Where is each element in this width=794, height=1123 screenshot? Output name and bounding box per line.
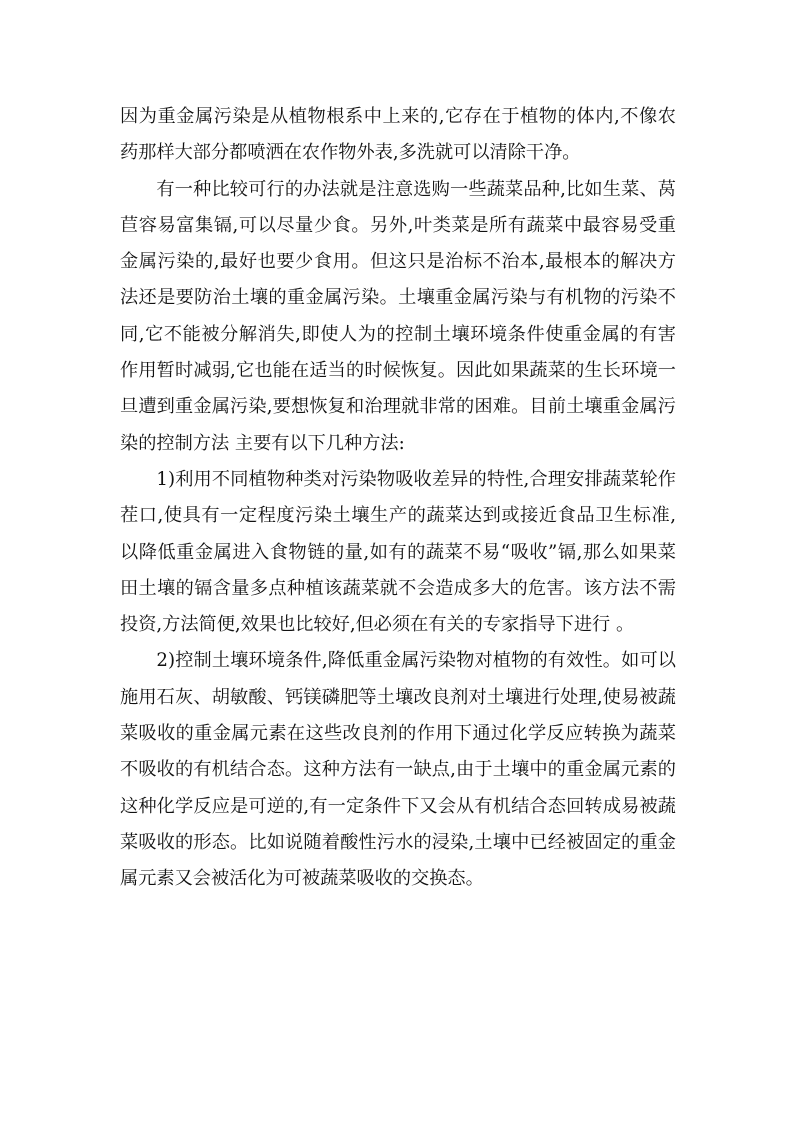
paragraph-method-2: 2)控制土壤环境条件,降低重金属污染物对植物的有效性。如可以施用石灰、胡敏酸、钙镁磷肥等土壤改良剂对土壤进行处理,使易被蔬菜吸收的重金属元素在这些改良剂的作用下通过化学反应转换为蔬菜不吸收的有机结合态。这种方法有一缺点,由于土壤中的重金属元素的这种化学反应是可逆的,有一定条件下又会从有机结合态回转成易被蔬菜吸收的形态。比如说随着酸性污水的浸染,土壤中已经被固定的重金属元素又会被活化为可被蔬菜吸收的交换态。 [120,650,676,890]
document-body [120,99,676,898]
paragraph-continuation: 因为重金属污染是从植物根系中上来的,它存在于植物的体内,不像农药那样大部分都喷洒在农作物外表,多洗就可以清除干净。 [120,106,676,164]
paragraph-method-1: 1)利用不同植物种类对污染物吸收差异的特性,合理安排蔬菜轮作茬口,使具有一定程度污染土壤生产的蔬菜达到或接近食品卫生标准,以降低重金属进入食物链的量,如有的蔬菜不易“吸收”镉,那么如果菜田土壤的镉含量多点种植该蔬菜就不会造成多大的危害。该方法不需投资,方法简便,效果也比较好,但必须在有关的专家指导下进行 。 [120,468,676,636]
paragraph-soil-pollution: 有一种比较可行的办法就是注意选购一些蔬菜品种,比如生菜、莴苣容易富集镉,可以尽量少食。另外,叶类菜是所有蔬菜中最容易受重金属污染的,最好也要少食用。但这只是治标不治本,最根本的解决方法还是要防治土壤的重金属污染。土壤重金属污染与有机物的污染不同,它不能被分解消失,即使人为的控制土壤环境条件使重金属的有害作用暂时减弱,它也能在适当的时候恢复。因此如果蔬菜的生长环境一旦遭到重金属污染,要想恢复和治理就非常的困难。目前土壤重金属污染的控制方法 主要有以下几种方法: [120,178,676,454]
